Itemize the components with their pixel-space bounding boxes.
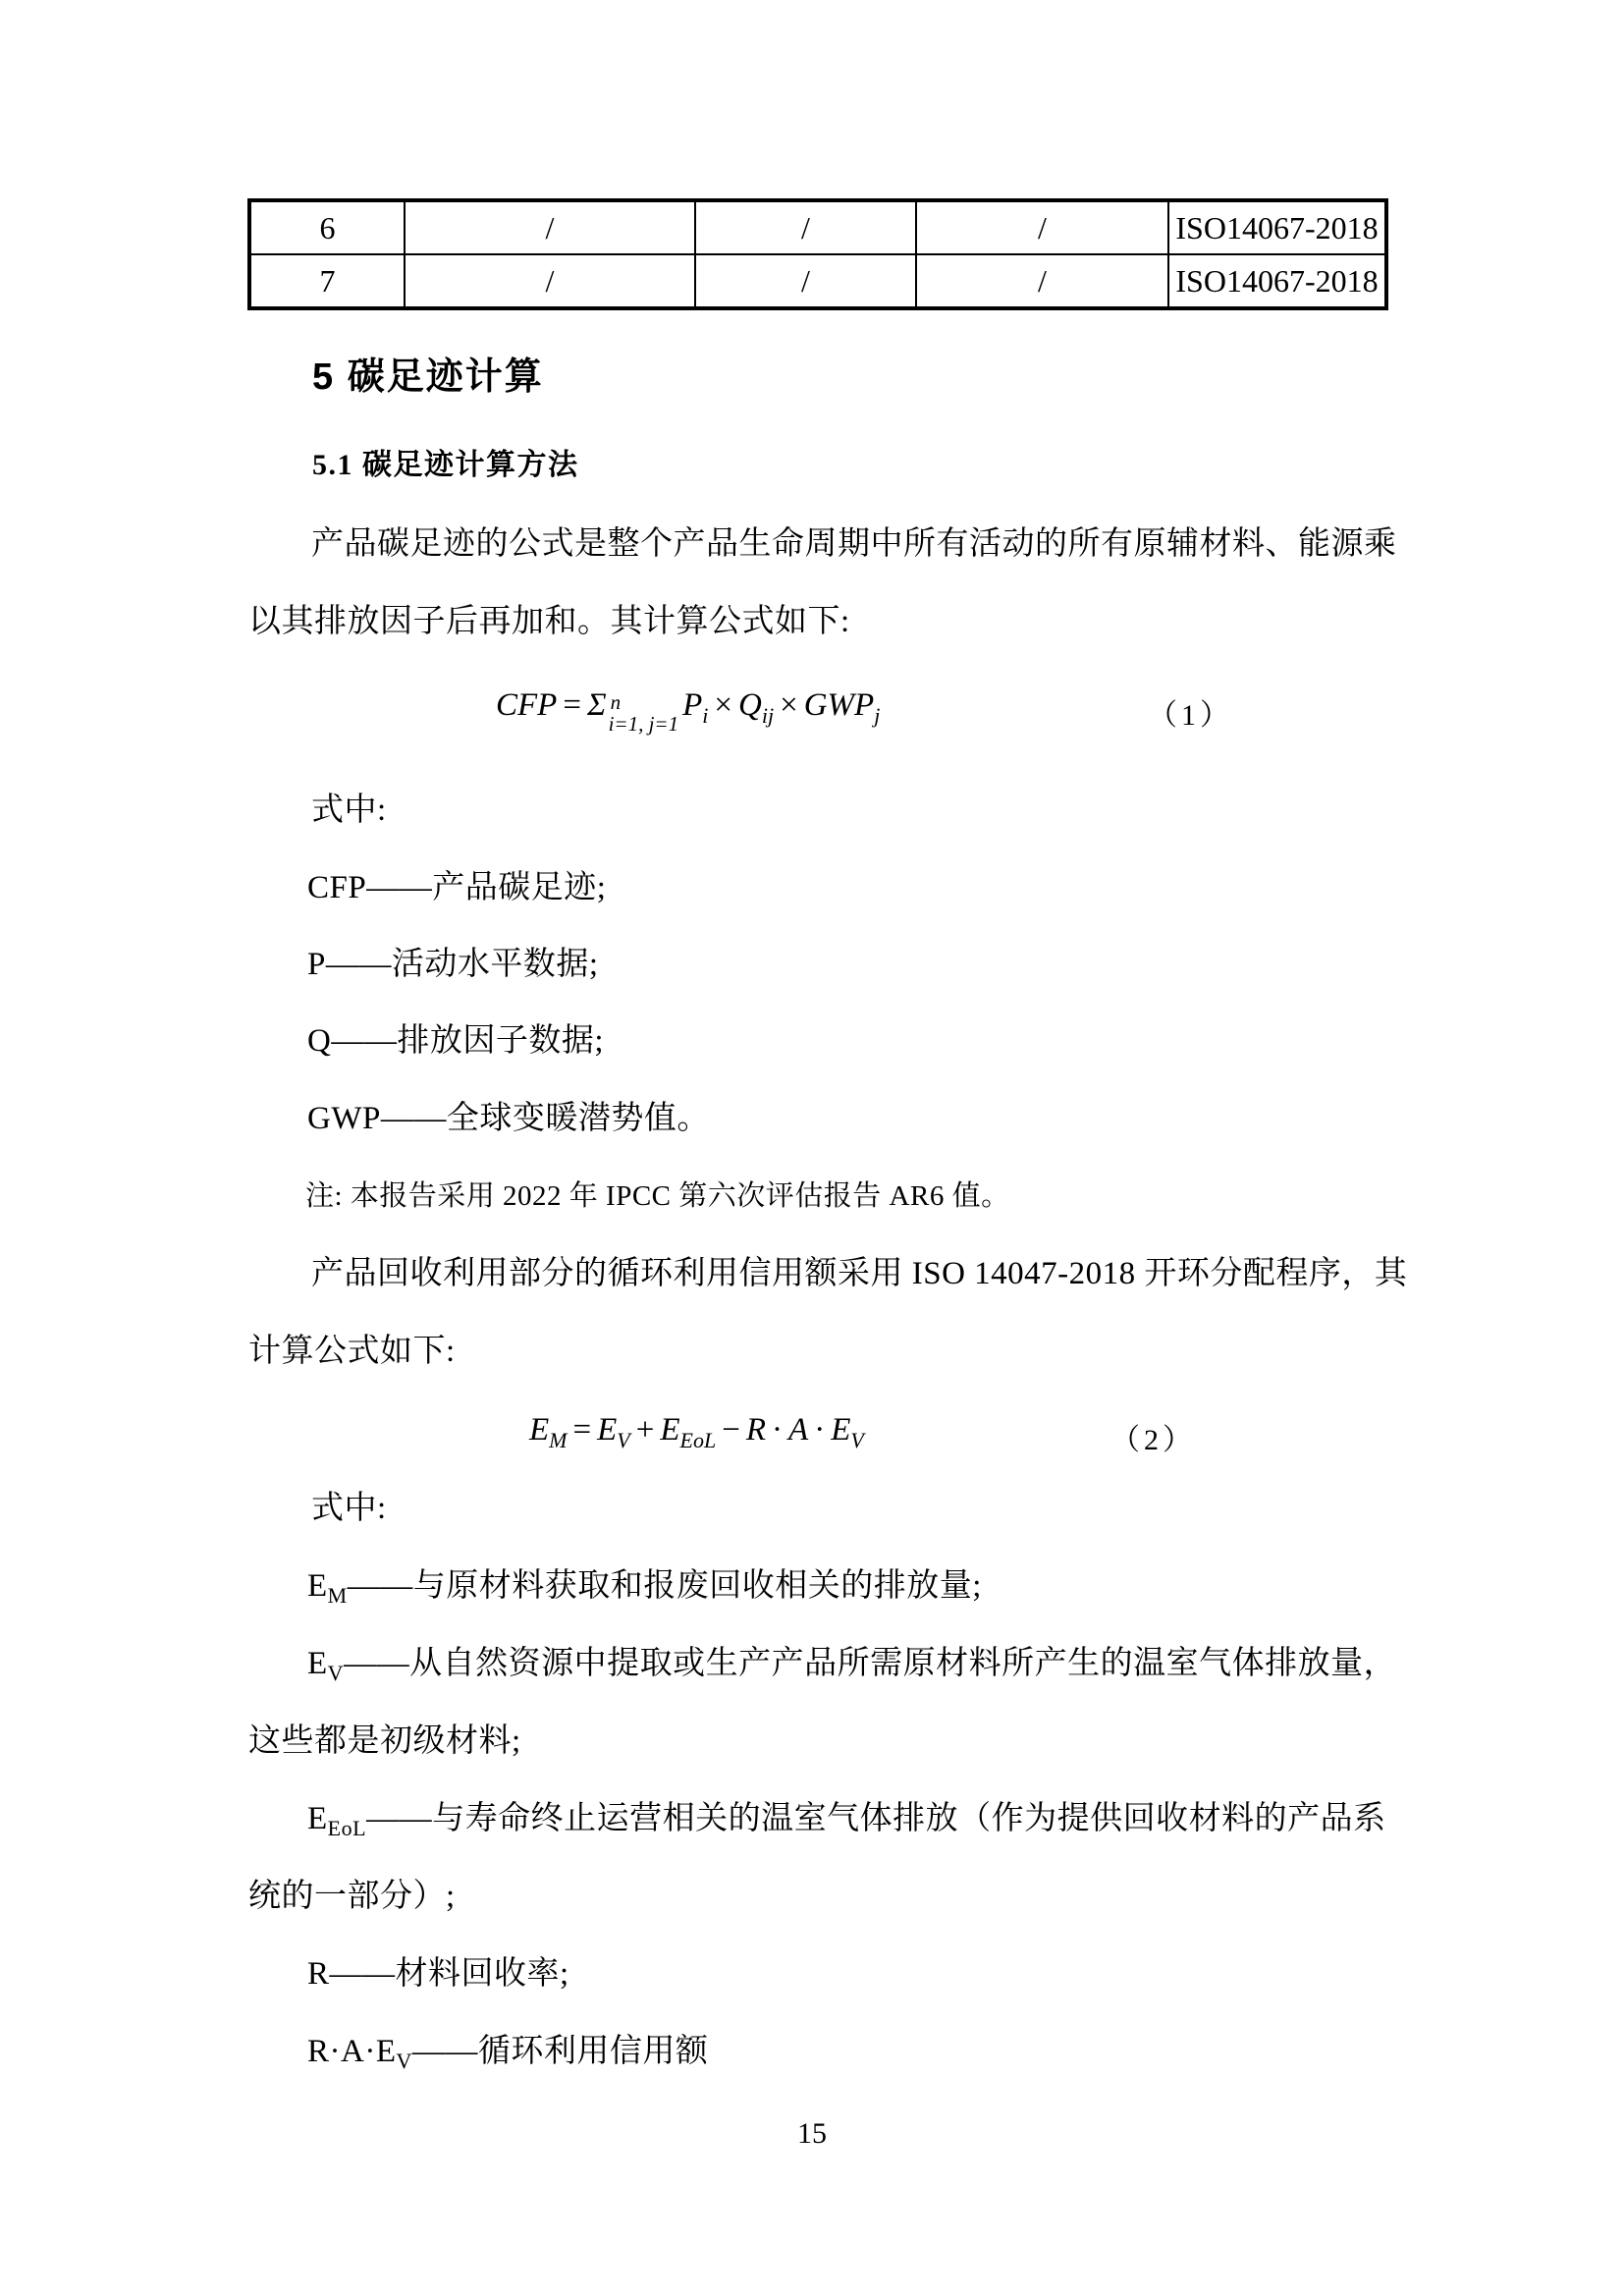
where-label: 式中:	[311, 793, 387, 828]
formula-em: $E_M = E_V + E_{EoL} - R \cdot A \cdot E_V$	[529, 1412, 864, 1452]
definition-ev-continued: 这些都是初级材料;	[248, 1723, 521, 1759]
table-row	[249, 200, 1386, 254]
page-number: 15	[797, 2117, 827, 2150]
note-line: 注: 本报告采用 2022 年 IPCC 第六次评估报告 AR6 值。	[305, 1180, 1010, 1212]
equals-sign: =	[572, 1412, 592, 1448]
formula-cfp: CFP = Σ n i=1, j=1 $P_i \times Q_{ij} \times GWP_j$	[496, 687, 881, 736]
definition-eeol: $E_{EoL}——$与寿命终止运营相关的温室气体排放（作为提供回收材料的产品系	[307, 1801, 1386, 1840]
table-cell: /	[695, 200, 916, 254]
definition-q: Q——排放因子数据;	[307, 1023, 604, 1059]
table-cell: /	[405, 254, 695, 308]
paragraph-line: 产品回收利用部分的循环利用信用额采用 ISO 14047-2018 开环分配程序，其	[311, 1256, 1408, 1291]
formula-lhs: CFP	[496, 687, 558, 723]
formula-number: （2）	[1110, 1424, 1196, 1456]
paragraph-line: 以其排放因子后再加和。其计算公式如下:	[248, 604, 850, 639]
definition-cfp: CFP——产品碳足迹;	[307, 870, 607, 905]
definition-eeol-continued: 统的一部分）;	[248, 1879, 456, 1914]
standards-table	[247, 198, 1388, 310]
equals-sign: =	[563, 687, 581, 723]
definition-r: R——材料回收率;	[307, 1956, 569, 1992]
times-sign: ×	[780, 687, 798, 723]
dot-operator: ·	[772, 1412, 784, 1448]
table-row	[249, 254, 1386, 308]
paragraph-line: 产品碳足迹的公式是整个产品生命周期中所有活动的所有原辅材料、能源乘	[311, 526, 1397, 562]
sigma-limits: n i=1, j=1	[608, 689, 679, 736]
definition-ev: $E_V——$从自然资源中提取或生产产品所需原材料所产生的温室气体排放量，	[307, 1646, 1397, 1685]
formula-number: （1）	[1148, 699, 1233, 732]
definition-p: P——活动水平数据;	[307, 947, 599, 982]
dot-operator: ·	[814, 1412, 826, 1448]
paragraph-line: 计算公式如下:	[248, 1334, 456, 1369]
subsection-heading: 5.1 碳足迹计算方法	[312, 449, 579, 481]
table-cell: 6	[249, 200, 405, 254]
table-cell: /	[695, 254, 916, 308]
where-label: 式中:	[311, 1491, 387, 1526]
definition-gwp: GWP——全球变暖潜势值。	[307, 1101, 710, 1136]
times-sign: ×	[714, 687, 733, 723]
minus-sign: −	[722, 1412, 740, 1448]
table-cell: /	[916, 200, 1168, 254]
section-heading: 5 碳足迹计算	[312, 356, 544, 398]
sigma-symbol: Σ	[586, 687, 607, 723]
definition-raev: $R\cdot A\cdot E_V——$循环利用信用额	[307, 2034, 709, 2073]
plus-sign: +	[635, 1412, 655, 1448]
table-cell: /	[405, 200, 695, 254]
table-cell: 7	[249, 254, 405, 308]
table-cell: /	[916, 254, 1168, 308]
table-cell: ISO14067-2018	[1168, 200, 1386, 254]
table-cell: ISO14067-2018	[1168, 254, 1386, 308]
definition-em: $E_M——$与原材料获取和报废回收相关的排放量;	[307, 1568, 982, 1608]
